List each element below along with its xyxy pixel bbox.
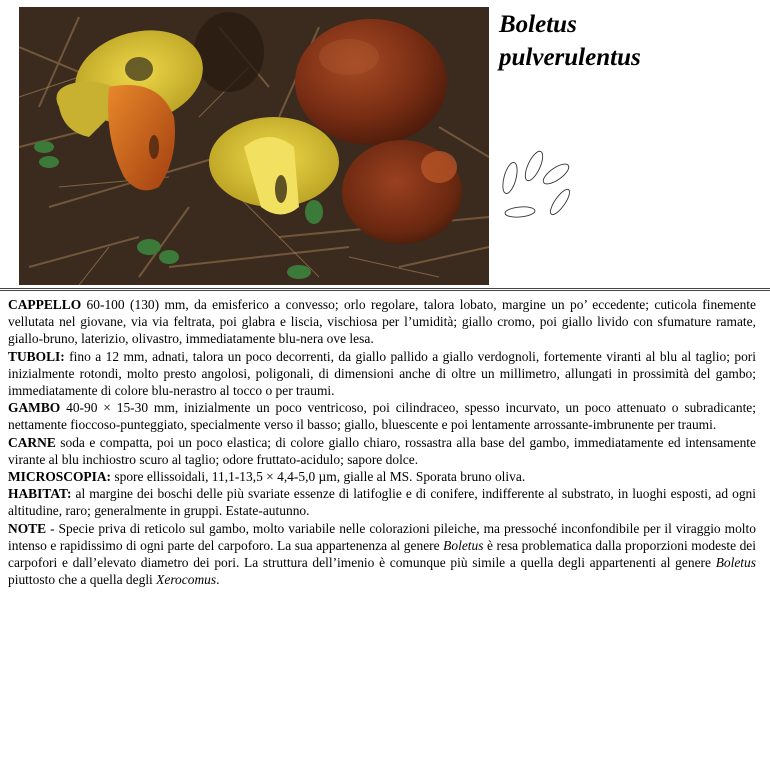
species-title [499,8,759,74]
label-tuboli: TUBOLI: [8,348,65,364]
text-cappello: 60-100 (130) mm, da emisferico a convesso; orlo regolare, talora lobato, margine un po’ eccedente; cuticola finemente vellutata nel giovane, via via feltrata, poi glabra e liscia, vischiosa per l’umidità; giallo cromo, poi giallo livido con sfumature ramate, giallo-bruno, laterizio, olivastro, immediatamente blu-nera ove lesa. [8,297,756,347]
section-divider [0,288,770,291]
species-title-epithet: pulverulentus [499,44,641,71]
text-note-1: - Specie priva di reticolo sul gambo, molto variabile nelle colorazioni pileiche, ma pressoché inconfondibile per il viraggio molto intenso e rapidissimo di ogni parte del carpoforo. La sua appartenenza al genere [8,520,756,553]
label-cappello: CAPPELLO [8,297,82,312]
genus-boletus-1: Boletus [443,537,484,553]
section-carne [8,434,756,468]
mushroom-photo [19,7,489,285]
text-note-2: è resa problematica dalla proporzioni modeste dei carpofori e dall’elevato diametro dei pori. La struttura dell’imenio è comunque più simile a quella degli appartenenti al genere [8,537,756,571]
genus-boletus-2: Boletus [715,555,756,571]
genus-xerocomus: Xerocomus [156,572,217,588]
section-cappello [8,296,756,348]
label-microscopia: MICROSCOPIA: [8,469,112,485]
label-carne: CARNE [8,434,56,450]
section-microscopia [8,468,756,485]
text-carne: soda e compatta, poi un poco elastica; di colore giallo chiaro, rossastra alla base del gambo, immediatamente ed intensamente virante al blu inchiostro scuro al taglio; odore fruttato-acidulo; sapore dolce. [8,434,756,467]
section-habitat [8,485,756,519]
text-habitat: al margine dei boschi delle più svariate essenze di latifoglie e di conifere, indifferente al substrato, in luoghi esposti, ad ogni altitudine, raro; generalmente in gruppi. Estate-autunno. [8,486,756,519]
spore-drawing [498,146,578,226]
text-note-3: piuttosto che a quella degli [8,572,157,588]
label-gambo: GAMBO [8,400,61,416]
description-body [8,296,756,588]
text-note-4: . [216,572,220,588]
section-tuboli [8,348,756,400]
label-note: NOTE [8,520,47,536]
mushroom-illustration [19,7,489,285]
text-microscopia: spore ellissoidali, 11,1-13,5 × 4,4-5,0 µm, gialle al MS. Sporata bruno oliva. [111,469,526,485]
text-tuboli: fino a 12 mm, adnati, talora un poco decorrenti, da giallo pallido a giallo verdognoli, fortemente viranti al blu al taglio; pori inizialmente rotondi, molto presto angolosi, poligonali, di dimensioni anche di oltre un millimetro, allungati in prossimità del gambo; immediatamente di colore blu-nerastro al tocco o per traumi. [8,348,756,399]
section-gambo [8,399,756,433]
species-title-genus: Boletus [499,11,577,38]
label-habitat: HABITAT: [8,486,72,502]
section-note [8,520,756,589]
text-gambo: 40-90 × 15-30 mm, inizialmente un poco ventricoso, poi cilindraceo, spesso incurvato, un poco attenuato o subradicante; nettamente fioccoso-punteggiato, specialmente verso il basso; giallo, bluescente e poi lentamente arrossante-imbrunente per traumi. [8,400,756,433]
